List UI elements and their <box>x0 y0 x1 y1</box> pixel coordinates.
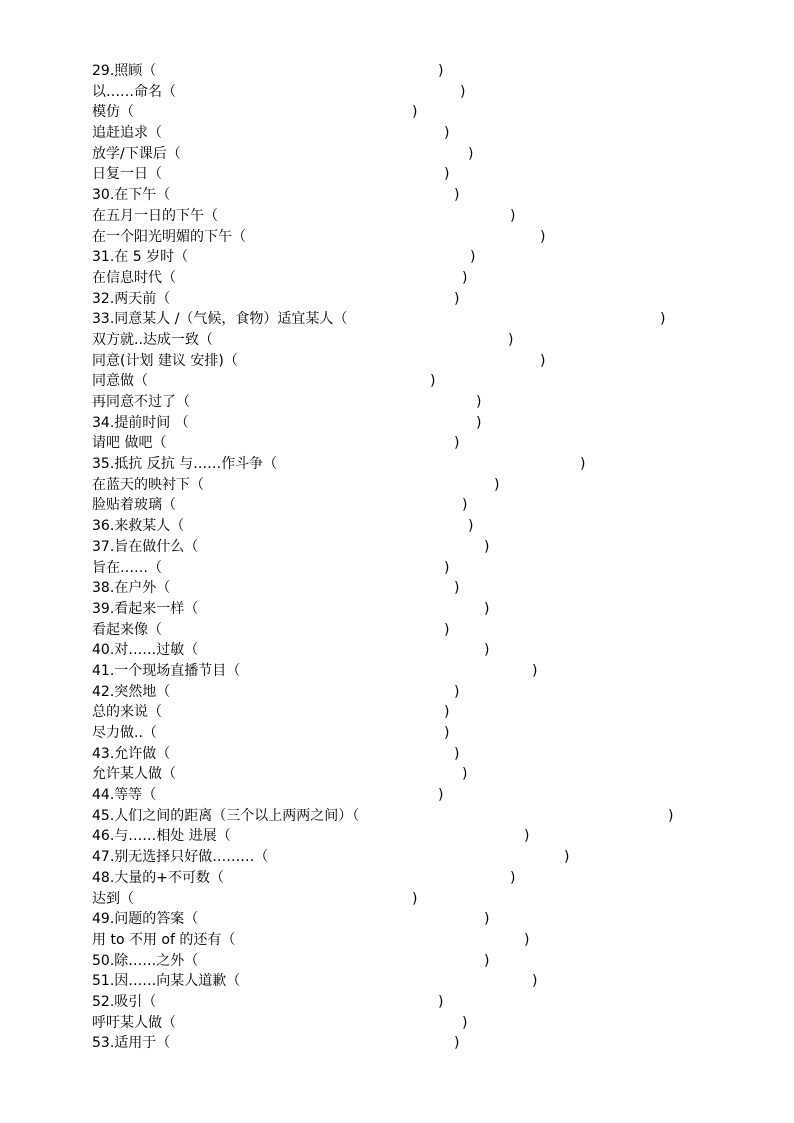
answer-blank-close-paren: ) <box>510 207 516 224</box>
vocab-prompt: 脸贴着玻璃（ <box>92 497 176 514</box>
vocab-prompt: 旨在……（ <box>92 559 162 576</box>
answer-blank-close-paren: ) <box>484 952 490 969</box>
vocab-prompt: 30.在下午（ <box>92 187 171 204</box>
answer-blank-close-paren: ) <box>508 331 514 348</box>
vocab-prompt: 36.来救某人（ <box>92 518 185 535</box>
answer-blank-close-paren: ) <box>460 83 466 100</box>
vocab-line <box>92 454 712 475</box>
vocab-line <box>92 847 712 868</box>
vocab-line <box>92 289 712 310</box>
answer-blank-close-paren: ) <box>438 993 444 1010</box>
vocab-line <box>92 599 712 620</box>
vocab-prompt: 43.允许做（ <box>92 745 171 762</box>
vocab-line <box>92 392 712 413</box>
vocab-prompt: 双方就..达成一致（ <box>92 331 213 348</box>
answer-blank-close-paren: ) <box>462 269 468 286</box>
vocab-prompt: 用 to 不用 of 的还有（ <box>92 931 236 948</box>
vocab-line <box>92 206 712 227</box>
vocab-line <box>92 268 712 289</box>
vocab-line <box>92 1033 712 1054</box>
answer-blank-close-paren: ) <box>540 352 546 369</box>
answer-blank-close-paren: ) <box>540 228 546 245</box>
vocab-prompt: 40.对……过敏（ <box>92 642 199 659</box>
vocab-prompt: 46.与……相处 进展（ <box>92 828 231 845</box>
vocab-line <box>92 475 712 496</box>
answer-blank-close-paren: ) <box>660 311 666 328</box>
answer-blank-close-paren: ) <box>484 911 490 928</box>
vocab-prompt: 52.吸引（ <box>92 993 157 1010</box>
vocab-line <box>92 351 712 372</box>
answer-blank-close-paren: ) <box>462 1014 468 1031</box>
vocab-prompt: 31.在 5 岁时（ <box>92 249 189 266</box>
vocab-line <box>92 123 712 144</box>
vocab-line <box>92 785 712 806</box>
vocab-line <box>92 247 712 268</box>
vocab-line <box>92 578 712 599</box>
vocab-prompt: 34.提前时间 （ <box>92 414 189 431</box>
answer-blank-close-paren: ) <box>668 807 674 824</box>
answer-blank-close-paren: ) <box>476 394 482 410</box>
vocab-prompt: 38.在户外（ <box>92 580 171 597</box>
answer-blank-close-paren: ) <box>454 290 460 307</box>
answer-blank-close-paren: ) <box>484 600 490 617</box>
answer-blank-close-paren: ) <box>438 787 444 804</box>
vocab-line <box>92 227 712 248</box>
answer-blank-close-paren: ) <box>532 973 538 990</box>
vocab-prompt: 再同意不过了（ <box>92 394 190 410</box>
answer-blank-close-paren: ) <box>444 621 450 638</box>
vocab-prompt: 在蓝天的映衬下（ <box>92 476 204 493</box>
answer-blank-close-paren: ) <box>524 931 530 948</box>
vocab-line <box>92 164 712 185</box>
vocab-line <box>92 1013 712 1034</box>
answer-blank-close-paren: ) <box>454 435 460 452</box>
answer-blank-close-paren: ) <box>454 187 460 204</box>
answer-blank-close-paren: ) <box>462 497 468 514</box>
answer-blank-close-paren: ) <box>580 456 586 473</box>
vocab-prompt: 47.别无选择只好做………（ <box>92 849 269 866</box>
vocab-line <box>92 702 712 723</box>
answer-blank-close-paren: ) <box>484 538 490 555</box>
vocab-line <box>92 371 712 392</box>
answer-blank-close-paren: ) <box>468 518 474 535</box>
vocab-prompt: 41.一个现场直播节目（ <box>92 662 241 679</box>
answer-blank-close-paren: ) <box>476 414 482 431</box>
vocab-line <box>92 516 712 537</box>
vocab-prompt: 在一个阳光明媚的下午（ <box>92 228 246 245</box>
answer-blank-close-paren: ) <box>462 766 468 783</box>
vocab-prompt: 请吧 做吧（ <box>92 435 167 452</box>
answer-blank-close-paren: ) <box>444 166 450 183</box>
vocab-line <box>92 144 712 165</box>
vocab-prompt: 45.人们之间的距离（三个以上两两之间）（ <box>92 807 360 824</box>
vocab-prompt: 同意做（ <box>92 373 148 390</box>
vocab-line <box>92 909 712 930</box>
vocab-prompt: 达到（ <box>92 890 134 907</box>
answer-blank-close-paren: ) <box>494 476 500 493</box>
vocab-line <box>92 930 712 951</box>
answer-blank-close-paren: ) <box>454 683 460 700</box>
vocab-line <box>92 661 712 682</box>
vocab-prompt: 在信息时代（ <box>92 269 176 286</box>
vocab-line <box>92 620 712 641</box>
vocab-prompt: 33.同意某人 /（气候，食物）适宜某人（ <box>92 311 348 328</box>
answer-blank-close-paren: ) <box>454 580 460 597</box>
vocab-prompt: 以……命名（ <box>92 83 176 100</box>
vocab-prompt: 51.因……向某人道歉（ <box>92 973 241 990</box>
answer-blank-close-paren: ) <box>412 890 418 907</box>
vocab-prompt: 日复一日（ <box>92 166 162 183</box>
vocab-line <box>92 640 712 661</box>
vocab-line <box>92 495 712 516</box>
vocab-prompt: 总的来说（ <box>92 704 162 721</box>
vocab-prompt: 看起来像（ <box>92 621 162 638</box>
vocab-line <box>92 330 712 351</box>
answer-blank-close-paren: ) <box>510 869 516 886</box>
answer-blank-close-paren: ) <box>524 828 530 845</box>
vocab-line <box>92 971 712 992</box>
vocab-line <box>92 723 712 744</box>
answer-blank-close-paren: ) <box>438 63 444 79</box>
answer-blank-close-paren: ) <box>454 1035 460 1052</box>
vocab-prompt: 39.看起来一样（ <box>92 600 199 617</box>
vocab-prompt: 48.大量的+不可数（ <box>92 869 224 886</box>
answer-blank-close-paren: ) <box>412 104 418 121</box>
answer-blank-close-paren: ) <box>470 249 476 266</box>
vocab-prompt: 35.抵抗 反抗 与……作斗争（ <box>92 456 278 473</box>
vocab-prompt: 42.突然地（ <box>92 683 171 700</box>
vocab-line <box>92 185 712 206</box>
vocab-line <box>92 889 712 910</box>
answer-blank-close-paren: ) <box>444 125 450 142</box>
vocab-line <box>92 951 712 972</box>
vocab-line <box>92 744 712 765</box>
vocab-prompt: 允许某人做（ <box>92 766 176 783</box>
vocab-prompt: 50.除……之外（ <box>92 952 199 969</box>
answer-blank-close-paren: ) <box>454 745 460 762</box>
vocab-prompt: 模仿（ <box>92 104 134 121</box>
vocab-line <box>92 558 712 579</box>
answer-blank-close-paren: ) <box>564 849 570 866</box>
vocab-line <box>92 826 712 847</box>
vocab-line <box>92 309 712 330</box>
vocab-line <box>92 433 712 454</box>
vocab-line <box>92 102 712 123</box>
vocab-line <box>92 61 712 82</box>
vocab-prompt: 29.照顾（ <box>92 63 157 79</box>
vocab-prompt: 49.问题的答案（ <box>92 911 199 928</box>
vocab-prompt: 追赶追求（ <box>92 125 162 142</box>
vocab-line <box>92 537 712 558</box>
answer-blank-close-paren: ) <box>444 725 450 741</box>
vocab-line <box>92 868 712 889</box>
vocab-prompt: 同意(计划 建议 安排)（ <box>92 352 238 369</box>
vocab-prompt: 尽力做..（ <box>92 725 157 741</box>
vocab-line <box>92 992 712 1013</box>
answer-blank-close-paren: ) <box>468 145 474 162</box>
vocab-prompt: 呼吁某人做（ <box>92 1014 176 1031</box>
vocab-line <box>92 682 712 703</box>
vocab-prompt: 放学/下课后（ <box>92 145 181 162</box>
answer-blank-close-paren: ) <box>444 704 450 721</box>
answer-blank-close-paren: ) <box>532 662 538 679</box>
vocab-line <box>92 806 712 827</box>
vocab-line <box>92 82 712 103</box>
vocab-prompt: 在五月一日的下午（ <box>92 207 218 224</box>
answer-blank-close-paren: ) <box>444 559 450 576</box>
vocab-prompt: 32.两天前（ <box>92 290 171 307</box>
vocab-prompt: 44.等等（ <box>92 787 157 804</box>
vocab-line <box>92 764 712 785</box>
vocab-prompt: 53.适用于（ <box>92 1035 171 1052</box>
vocab-line <box>92 413 712 434</box>
answer-blank-close-paren: ) <box>430 373 436 390</box>
answer-blank-close-paren: ) <box>484 642 490 659</box>
vocabulary-list <box>92 61 712 1054</box>
vocab-prompt: 37.旨在做什么（ <box>92 538 199 555</box>
